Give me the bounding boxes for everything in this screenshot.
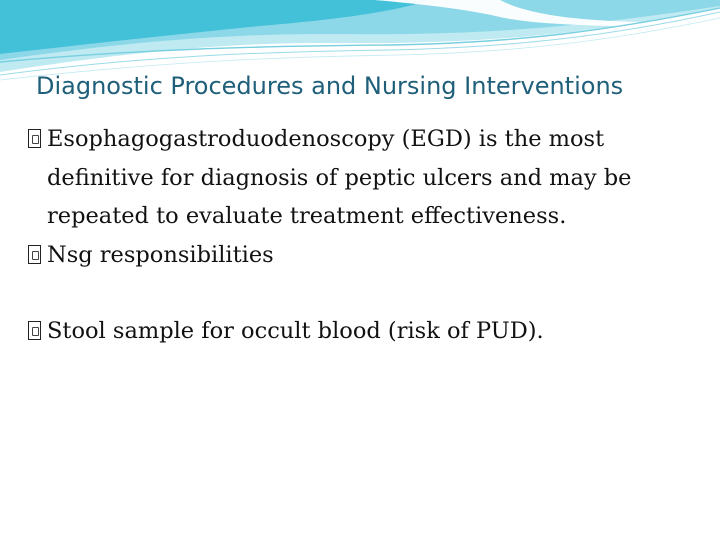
bullet-item (28, 236, 698, 275)
slide-title: Diagnostic Procedures and Nursing Interventions (36, 72, 624, 100)
missing-glyph-bullet-icon (28, 129, 41, 148)
bullet-text: Esophagogastroduodenoscopy (EGD) is the most definitive for diagnosis of peptic ulcers and may be repeated to evaluate treatment effectiveness. (47, 126, 632, 229)
slide-body (28, 120, 698, 351)
bullet-text: Nsg responsibilities (47, 241, 274, 268)
bullet-item (28, 312, 698, 351)
missing-glyph-bullet-icon (28, 245, 41, 264)
missing-glyph-bullet-icon (28, 321, 41, 340)
bullet-text: Stool sample for occult blood (risk of PUD). (47, 318, 544, 344)
bullet-item (28, 120, 698, 236)
